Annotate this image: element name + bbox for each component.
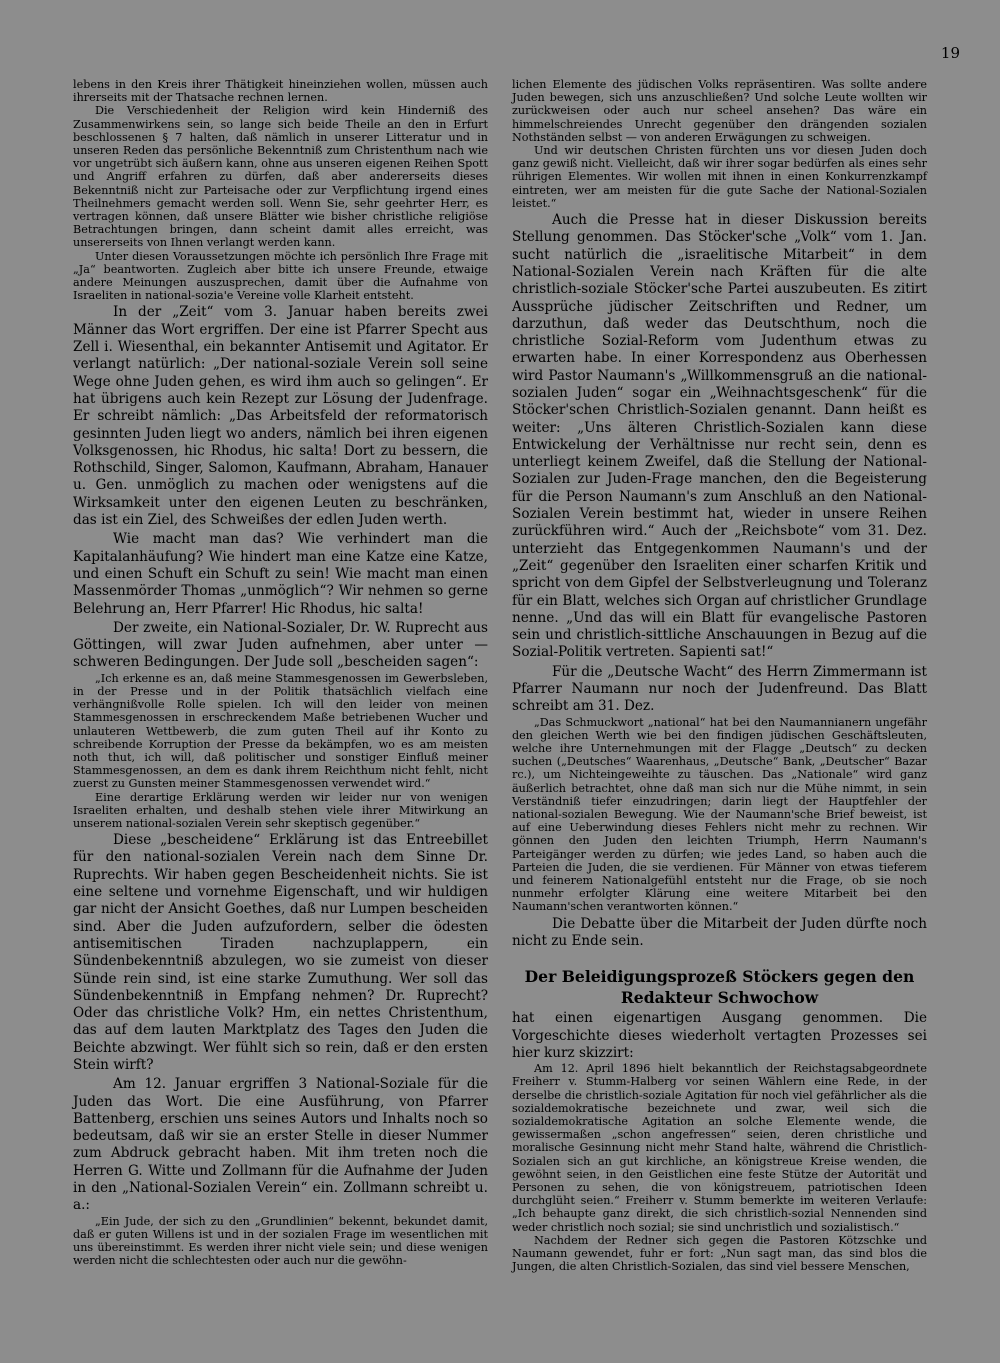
heading-line: Redakteur Schwochow: [620, 988, 819, 1008]
paragraph: Wie macht man das? Wie verhindert man die Kapitalanhäufung? Wie hindert man eine Katze eine Katze, und einen Schuft ein Schuft zu sein! Wie macht man einen Massenmörder Thomas „unmöglich“? Wir nehmen so gerne Belehrung an, Herr Pfarrer! Hic Rhodus, hic salta!: [73, 531, 488, 617]
page-number: 19: [940, 44, 960, 62]
paragraph: Die Verschiedenheit der Religion wird kein Hinderniß des Zusammenwirkens sein, so lange sich beide Theile an den in Erfurt beschlossenen § 7 halten, daß nämlich in unserer Litteratur und in unseren Reden das persönliche Bekenntniß zum Christenthum nach wie vor ungetrübt sich äußern kann, ohne aus unseren eigenen Reihen Spott und Angriff erfahren zu dürfen, daß aber andererseits dieses Bekenntniß nicht zur Parteisache oder zur Verpflichtung irgend eines Theilnehmers gemacht werden soll. Wenn Sie, sehr geehrter Herr, es vertragen können, daß unsere Blätter wie bisher christliche religiöse Betrachtungen bringen, dann scheint damit alles erreicht, was unsererseits von Ihnen verlangt werden kann.: [73, 104, 488, 250]
heading-line: Der Beleidigungsprozeß Stöckers gegen den: [524, 967, 915, 987]
left-column: [73, 78, 488, 1267]
paragraph: Am 12. Januar ergriffen 3 National-Soziale für die Juden das Wort. Die eine Ausführung, von Pfarrer Battenberg, erschien uns seines Autors und Inhalts noch so bedeutsam, daß wir sie an erster Stelle in dieser Nummer zum Abdruck gebracht haben. Mit ihm treten noch die Herren G. Witte und Zollmann für die Aufnahme der Juden in den „National-Sozialen Verein“ ein. Zollmann schreibt u. a.:: [73, 1076, 488, 1214]
paragraph: Nachdem der Redner sich gegen die Pastoren Kötzschke und Naumann gewendet, fuhr er fort: „Nun sagt man, das sind blos die Jungen, die alten Christlich-Sozialen, das sind viel bessere Menschen,: [512, 1233, 927, 1274]
paragraph: hat einen eigenartigen Ausgang genommen. Die Vorgeschichte dieses wiederholt vertagten Prozesses sei hier kurz skizzirt:: [512, 1010, 927, 1061]
paragraph: Der zweite, ein National-Sozialer, Dr. W. Ruprecht aus Göttingen, will zwar Juden aufnehmen, aber unter — schweren Bedingungen. Der Jude soll „bescheiden sagen“:: [73, 619, 488, 671]
paragraph: Die Debatte über die Mitarbeit der Juden dürfte noch nicht zu Ende sein.: [512, 915, 927, 949]
paragraph: lebens in den Kreis ihrer Thätigkeit hineinziehen wollen, müssen auch ihrerseits mit der Thatsache rechnen lernen.: [73, 78, 488, 105]
section-heading: [512, 966, 927, 1008]
paragraph: Unter diesen Voraussetzungen möchte ich persönlich Ihre Frage mit „Ja“ beantworten. Zugleich aber bitte ich unsere Freunde, etwaige andere Meinungen auszusprechen, damit über die Aufnahme von Israeliten in national-sozia'e Vereine volle Klarheit entsteht.: [73, 249, 488, 303]
paragraph: Diese „bescheidene“ Erklärung ist das Entreebillet für den national-sozialen Verein nach dem Sinne Dr. Ruprechts. Wir haben gegen Bescheidenheit nichts. Sie ist eine seltene und vornehme Eigenschaft, und wir huldigen gar nicht der Ansicht Goethes, daß nur Lumpen bescheiden sind. Aber die Juden aufzufordern, selber die ödesten antisemitischen Tiraden nachzuplappern, ein Sündenbekenntniß abzulegen, wo sie zumeist von dieser Sünde rein sind, ist eine starke Zumuthung. Wer soll das Sündenbekenntniß in Empfang nehmen? Dr. Ruprecht? Oder das christliche Volk? Hm, ein nettes Christenthum, das auf dem lauten Marktplatz des Tages den Juden die Beichte abzwingt. Wer fühlt sich so rein, daß er den ersten Stein wirft?: [73, 832, 488, 1073]
paragraph: Für die „Deutsche Wacht“ des Herrn Zimmermann ist Pfarrer Naumann nur noch der Judenfreund. Das Blatt schreibt am 31. Dez.: [512, 663, 927, 715]
paragraph: Am 12. April 1896 hielt bekanntlich der Reichstagsabgeordnete Freiherr v. Stumm-Halberg vor seinen Wählern eine Rede, in der derselbe die christlich-soziale Agitation für noch viel gefährlicher als die sozialdemokratische bezeichnete und zwar, weil sich die sozialdemokratische Agitation an solche Elemente wende, die gewissermaßen „schon angefressen“ seien, deren christliche und moralische Gesinnung nicht mehr Stand halte, während die Christlich-Sozialen sich an gut kirchliche, an königstreue Kreise wenden, die gewöhnt seien, in den Geistlichen eine feste Stütze der Autorität und Personen zu sehen, die von königstreuem, patriotischen Ideen durchglüht seien.“ Freiherr v. Stumm bemerkte im weiteren Verlaufe: „Ich behaupte ganz direkt, die sich christlich-sozial Nennenden sind weder christlich noch sozial; sie sind unchristlich und sozialistisch.“: [512, 1062, 927, 1234]
paragraph: Und wir deutschen Christen fürchten uns vor diesen Juden doch ganz gewiß nicht. Vielleicht, daß wir ihrer sogar bedürfen als eines sehr rührigen Elementes. Wir wollen mit ihnen in einen Konkurrenzkampf eintreten, wer am meisten für die gute Sache der National-Sozialen leistet.“: [512, 144, 927, 210]
paragraph: Eine derartige Erklärung werden wir leider nur von wenigen Israeliten erhalten, und deshalb stehen viele ihrer Mitwirkung an unserem national-sozialen Verein sehr skeptisch gegenüber.“: [73, 790, 488, 830]
paragraph: Auch die Presse hat in dieser Diskussion bereits Stellung genommen. Das Stöcker'sche „Volk“ vom 1. Jan. sucht natürlich die „israelitische Mitarbeit“ in dem National-Sozialen Verein nach Kräften für die alte christlich-soziale Stöcker'sche Partei auszubeuten. Es zitirt Aussprüche jüdischer Zeitschriften und Redner, um darzuthun, daß weder das Deutschthum, noch die christliche Sozial-Reform vom Judenthum etwas zu erwarten habe. In einer Korrespondenz aus Oberhessen wird Pastor Naumann's „Willkommensgruß an die national-sozialen Juden“ sogar ein „Weihnachtsgeschenk“ für die Stöcker'schen Christlich-Sozialen genannt. Dann heißt es weiter: „Uns älteren Christlich-Sozialen kann diese Entwickelung der Verhältnisse nur recht sein, denn es unterliegt keinem Zweifel, daß die Stellung der National-Sozialen zur Juden-Frage manchen, den die Begeisterung für die Person Naumann's zum Anschluß an den National-Sozialen Verein bestimmt hat, wieder in unsere Reihen zurückführen wird.“ Auch der „Reichsbote“ vom 31. Dez. unterzieht das Entgegenkommen Naumann's und der „Zeit“ gegenüber den Israeliten einer scharfen Kritik und spricht von dem Gipfel der Selbstverleugnung und Toleranz für ein Blatt, welches sich Organ auf christlicher Grundlage nenne. „Und das will ein Blatt für evangelische Pastoren sein und christlich-sittliche Anschauungen in Bezug auf die Sozial-Politik vertreten. Sapienti sat!“: [512, 212, 927, 661]
paragraph: „Ich erkenne es an, daß meine Stammesgenossen im Gewerbsleben, in der Presse und in der Politik thatsächlich vielfach eine verhängnißvolle Rolle spielen. Ich will den leider von meinen Stammesgenossen in erschreckendem Maße betriebenen Wucher und unlauteren Wettbewerb, die zum guten Theil auf ihr Konto zu schreibende Korruption der Presse da bekämpfen, wo es am meisten noth thut, ich will, daß politischer und sonstiger Einfluß meiner Stammesgenossen, an dem es dank ihrem Reichthum nicht fehlt, nicht zuerst zu Gunsten meiner Stammesgenossen verwendet wird.“: [73, 671, 488, 791]
paragraph: In der „Zeit“ vom 3. Januar haben bereits zwei Männer das Wort ergriffen. Der eine ist Pfarrer Specht aus Zell i. Wiesenthal, ein bekannter Antisemit und Agitator. Er verlangt natürlich: „Der national-soziale Verein soll seine Wege ohne Juden gehen, es wird ihm auch so gelingen“. Er hat übrigens auch kein Rezept zur Lösung der Judenfrage. Er schreibt nämlich: „Das Arbeitsfeld der reformatorisch gesinnten Juden liegt wo anders, nämlich bei ihren eigenen Volksgenossen, hic Rhodus, hic salta! Dort zu bessern, die Rothschild, Singer, Salomon, Kaufmann, Abraham, Hanauer u. Gen. unmöglich zu machen oder wenigstens auf die Wirksamkeit unter den eigenen Leuten zu beschränken, das ist ein Ziel, des Schweißes der edlen Juden werth.: [73, 304, 488, 529]
paragraph: lichen Elemente des jüdischen Volks repräsentiren. Was sollte andere Juden bewegen, sich uns anzuschließen? Und solche Leute wollten wir zurückweisen oder auch nur scheel ansehen? Das wäre ein himmelschreiendes Unrecht gegenüber den drängenden sozialen Nothständen selbst — von anderen Erwägungen zu schweigen.: [512, 78, 927, 144]
paragraph: „Ein Jude, der sich zu den „Grundlinien“ bekennt, bekundet damit, daß er guten Willens ist und in der sozialen Frage im wesentlichen mit uns übereinstimmt. Es werden ihrer nicht viele sein; und diese wenigen werden nicht die schlechtesten oder auch nur die gewöhn-: [73, 1214, 488, 1268]
paragraph: „Das Schmuckwort „national“ hat bei den Naumannianern ungefähr den gleichen Werth wie bei den findigen jüdischen Geschäftsleuten, welche ihre Unternehmungen mit der Flagge „Deutsch“ zu decken suchen („Deutsches“ Waarenhaus, „Deutsche“ Bank, „Deutscher“ Bazar rc.), um Nichteingeweihte zu täuschen. Das „Nationale“ wird ganz äußerlich betrachtet, ohne daß man sich nur die Mühe nimmt, in sein Verständniß tiefer einzudringen; darin liegt der Hauptfehler der national-sozialen Bewegung. Wie der Naumann'sche Brief beweist, ist auf eine Ueberwindung dieses Fehlers nicht mehr zu rechnen. Wir gönnen den Juden den leichten Triumph, Herrn Naumann's Parteigänger werden zu dürfen; wie jedes Land, so haben auch die Parteien die Juden, die sie verdienen. Für Männer von etwas tieferem und feinerem Nationalgefühl entsteht nur die Frage, ob sie noch nunmehr erfolgter Klärung eine weitere Mitarbeit bei den Naumann'schen verantworten können.“: [512, 715, 927, 914]
right-column: [512, 78, 927, 1273]
